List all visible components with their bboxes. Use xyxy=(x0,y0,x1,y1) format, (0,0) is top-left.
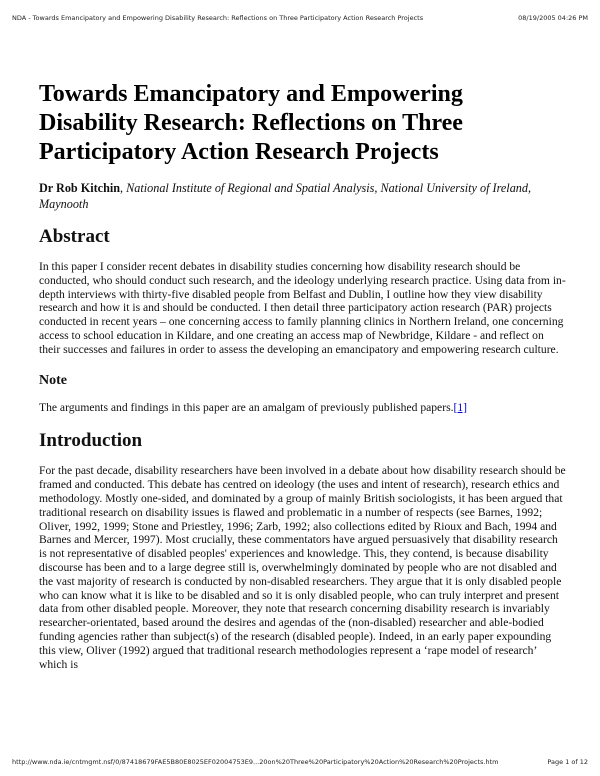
article-body xyxy=(39,80,566,671)
abstract-text: In this paper I consider recent debates in disability studies concerning how disability research should be conducted, who should conduct such research, and the ideology underlying research practice. Using data from in-depth interviews with thirty-five disabled people from Belfast and Dublin, I outline how they view disability research and how it is and should be conducted. I then detail three participatory action research (PAR) projects conducted in recent years – one concerning access to family planning clinics in Northern Ireland, one concerning access to school education in Kildare, and one creating an access map of Newbridge, Kildare - and reflect on their successes and failures in order to assess the developing an emancipatory and empowering research culture. xyxy=(39,260,566,356)
byline xyxy=(39,180,566,212)
note-text: The arguments and findings in this paper are an amalgam of previously published papers. xyxy=(39,400,454,414)
article-title: Towards Emancipatory and Empowering Disability Research: Reflections on Three Participatory Action Research Projects xyxy=(39,81,463,165)
print-footer-url: http://www.nda.ie/cntmgmt.nsf/0/87418679FAE5B80E8025EF02004753E9...20on%20Three%20Participatory%20Action%20Research%20Projects.htm xyxy=(12,758,499,766)
author-separator: , xyxy=(120,181,127,195)
author-name: Dr Rob Kitchin xyxy=(39,181,121,195)
note-paragraph xyxy=(39,401,566,415)
note-heading: Note xyxy=(39,372,67,388)
introduction-text: For the past decade, disability researchers have been involved in a debate about how disability research should be framed and conducted. This debate has centred on ideology (the uses and intent of research), research ethics and methodology. Mostly one-sided, and dominated by a group of mainly British sociologists, it has been argued that traditional research on disability issues is flawed and problematic in a number of respects (see Barnes, 1992; Oliver, 1992, 1999; Stone and Priestley, 1996; Zarb, 1992; also collections edited by Rioux and Bach, 1994 and Barnes and Mercer, 1997). Most crucially, these commentators have argued persuasively that disability research is not representative of disabled peoples' experiences and knowledge. This, they contend, is because disability discourse has been and to a large degree still is, overwhelmingly dominated by people who are not disabled and the vast majority of research is conducted by non-disabled researchers. They argue that it is only disabled people who can know what it is like to be disabled and so it is only disabled people, who can truly interpret and present data from other disabled people. Moreover, they note that research concerning disability research is invariably researcher-orientated, based around the desires and agendas of the (non-disabled) researcher and able-bodied funding agencies rather than subject(s) of the research (disabled people). Indeed, in an early paper expounding this view, Oliver (1992) argued that traditional research methodologies represent a ‘rape model of research’ which is xyxy=(39,464,566,671)
abstract-heading: Abstract xyxy=(39,226,110,247)
author-affiliation: National Institute of Regional and Spatial Analysis, National University of Ireland, Maynooth xyxy=(39,181,532,211)
introduction-clip xyxy=(39,464,566,671)
print-header-title: NDA - Towards Emancipatory and Empowering Disability Research: Reflections on Three Participatory Action Research Projects xyxy=(12,14,424,22)
page-number: Page 1 of 12 xyxy=(547,758,588,766)
introduction-heading: Introduction xyxy=(39,430,143,452)
footnote-link[interactable]: [1] xyxy=(453,400,468,414)
print-header-datetime: 08/19/2005 04:26 PM xyxy=(518,14,588,22)
